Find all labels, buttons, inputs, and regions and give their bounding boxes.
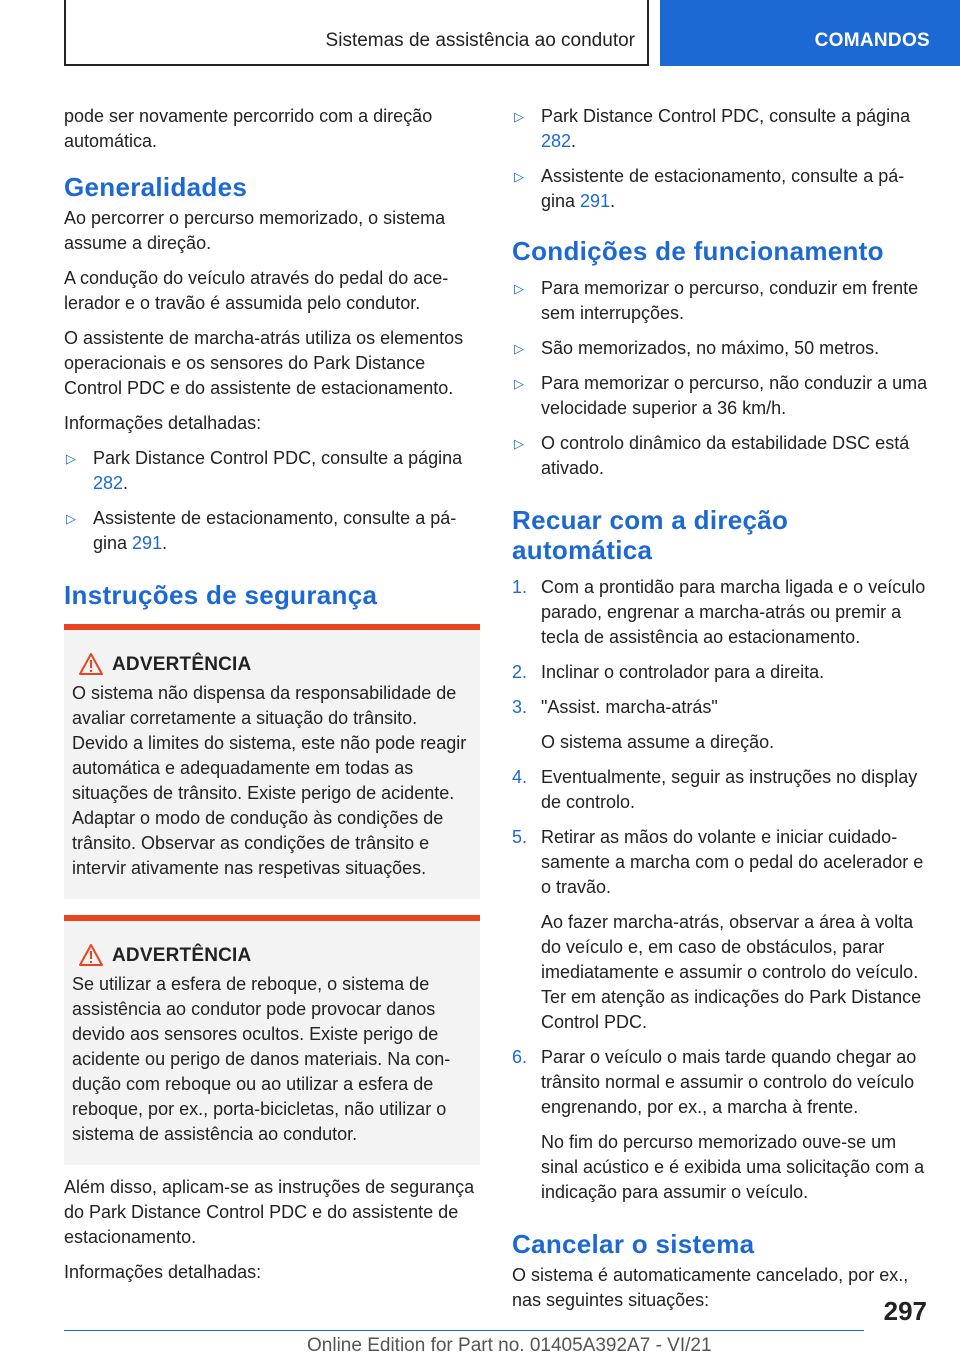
bullet-triangle-icon: ▷ bbox=[514, 109, 524, 124]
warning-triangle-icon bbox=[78, 943, 104, 967]
list-item bbox=[512, 431, 928, 481]
header-tab[interactable] bbox=[660, 0, 960, 66]
safety-details-label: Informações detalhadas: bbox=[64, 1262, 262, 1282]
numbered-step bbox=[512, 695, 928, 755]
heading-cancelar-sistema: Cancelar o sistema bbox=[512, 1229, 755, 1259]
list-item-text: Assistente de estacionamento, consulte a página bbox=[93, 508, 457, 553]
bullet-triangle-icon: ▷ bbox=[66, 451, 76, 466]
warning-body: Se utilizar a esfera de reboque, o sistema de assistência ao condutor pode provocar danos devido aos sensores ocultos. Existe perigo de acidente ou perigo de danos materiais. Na condução com reboque ou ao utilizar a esfera de reboque, por ex., porta-bicicletas, não utilizar o sistema de assistência ao condutor. bbox=[72, 974, 451, 1144]
step-text: Retirar as mãos do volante e iniciar cuidadosamente a marcha com o pedal do acelerador e o travão. bbox=[541, 827, 924, 897]
list-item: ▷ Park Distance Control PDC, consulte a página 282. bbox=[514, 106, 911, 151]
step-number: 2. bbox=[512, 662, 528, 682]
page-number: 297 bbox=[883, 1296, 927, 1326]
step-subtext: No fim do percurso memorizado ouve-se um sinal acústico e é exibida uma solicitação com a indicação para assumir o veículo. bbox=[541, 1132, 925, 1202]
list-item-text: O controlo dinâmico da estabilidade DSC está ativado. bbox=[541, 433, 910, 478]
numbered-step bbox=[512, 660, 928, 685]
list-item bbox=[512, 371, 928, 421]
header-section-title: Sistemas de assistência ao condutor bbox=[325, 30, 635, 51]
step-subtext: O sistema assume a direção. bbox=[541, 732, 775, 752]
step-text: Eventualmente, seguir as instruções no display de controlo. bbox=[541, 767, 918, 812]
page-link-291[interactable]: 291 bbox=[580, 191, 611, 211]
warning-box-2 bbox=[64, 915, 480, 1165]
list-item: ▷ Assistente de estacionamento, consulte a página 291. bbox=[66, 508, 457, 553]
right-column bbox=[512, 104, 928, 1323]
header-section bbox=[64, 0, 649, 66]
heading-generalidades: Generalidades bbox=[64, 172, 248, 202]
list-item bbox=[512, 276, 928, 326]
step-number: 3. bbox=[512, 697, 528, 717]
warning-title: ADVERTÊNCIA bbox=[112, 652, 472, 677]
step-subtext: Ao fazer marcha-atrás, observar a área à volta do veículo e, em caso de obstáculos, parar imediatamente e assumir o controlo do veículo. Ter em atenção as indicações do Park Distance Control PDC. bbox=[541, 912, 922, 1032]
footer-divider bbox=[64, 1330, 864, 1331]
warning-triangle-icon bbox=[78, 652, 104, 676]
step-text: Parar o veículo o mais tarde quando chegar ao trânsito normal e assumir o controlo do veículo engrenando, por ex., a marcha à frente. bbox=[541, 1047, 917, 1117]
general-paragraph-1: Ao percorrer o percurso memorizado, o sistema assume a direção. bbox=[64, 208, 446, 253]
step-number: 6. bbox=[512, 1047, 528, 1067]
list-item-text: São memorizados, no máximo, 50 metros. bbox=[541, 338, 880, 358]
general-details-label: Informações detalhadas: bbox=[64, 413, 262, 433]
left-column bbox=[64, 104, 480, 1295]
bullet-triangle-icon: ▷ bbox=[514, 376, 524, 391]
numbered-step bbox=[512, 575, 928, 650]
general-paragraph-3: O assistente de marcha-atrás utiliza os elementos operacionais e os sensores do Park Distance Control PDC e do assistente de estacionamento. bbox=[64, 328, 464, 398]
heading-condicoes-funcionamento: Condições de funcionamento bbox=[512, 236, 884, 266]
list-item-text: Para memorizar o percurso, não conduzir a uma velocidade superior a 36 km/h. bbox=[541, 373, 928, 418]
warning-box-1 bbox=[64, 624, 480, 899]
heading-recuar-direcao-automatica: Recuar com a direção automática bbox=[512, 505, 789, 565]
safety-after-paragraph: Além disso, aplicam-se as instruções de segurança do Park Distance Control PDC e do assistente de estacionamento. bbox=[64, 1177, 475, 1247]
list-item bbox=[512, 336, 928, 361]
step-text: Inclinar o controlador para a direita. bbox=[541, 662, 825, 682]
page-link-282[interactable]: 282 bbox=[541, 131, 572, 151]
page-link-291[interactable]: 291 bbox=[132, 533, 163, 553]
header-tab-label: COMANDOS bbox=[814, 30, 930, 51]
step-number: 1. bbox=[512, 577, 528, 597]
list-item-text: Assistente de estacionamento, consulte a página bbox=[541, 166, 905, 211]
step-text: "Assist. marcha-atrás" bbox=[541, 697, 718, 717]
list-item-text: Park Distance Control PDC, consulte a página bbox=[541, 106, 911, 126]
numbered-step bbox=[512, 765, 928, 815]
step-number: 5. bbox=[512, 827, 528, 847]
footer-edition: Online Edition for Part no. 01405A392A7 - VI/21 bbox=[307, 1335, 712, 1356]
page-link-282[interactable]: 282 bbox=[93, 473, 124, 493]
list-item: ▷ Park Distance Control PDC, consulte a página 282. bbox=[66, 448, 463, 493]
cancel-paragraph: O sistema é automaticamente cancelado, por ex., nas seguintes situações: bbox=[512, 1265, 909, 1310]
bullet-triangle-icon: ▷ bbox=[514, 169, 524, 184]
general-paragraph-2: A condução do veículo através do pedal do acelerador e o travão é assumida pelo condutor. bbox=[64, 268, 449, 313]
heading-instrucoes-seguranca: Instruções de segurança bbox=[64, 580, 378, 610]
bullet-triangle-icon: ▷ bbox=[514, 341, 524, 356]
numbered-step bbox=[512, 1045, 928, 1205]
bullet-triangle-icon: ▷ bbox=[66, 511, 76, 526]
numbered-step bbox=[512, 825, 928, 1035]
bullet-triangle-icon: ▷ bbox=[514, 436, 524, 451]
warning-title: ADVERTÊNCIA bbox=[112, 943, 472, 968]
list-item-text: Para memorizar o percurso, conduzir em frente sem interrupções. bbox=[541, 278, 919, 323]
intro-paragraph: pode ser novamente percorrido com a direção automática. bbox=[64, 106, 433, 151]
warning-body: O sistema não dispensa da responsabilidade de avaliar corretamente a situação do trânsito. Devido a limites do sistema, este não pode reagir automática e adequadamente em todas as situações de trânsito. Existe perigo de acidente. Adaptar o modo de condução às condições de trânsito. Observar as condições de trânsito e intervir ativamente nas respetivas situações. bbox=[72, 683, 467, 878]
step-number: 4. bbox=[512, 767, 528, 787]
list-item-text: Park Distance Control PDC, consulte a página bbox=[93, 448, 463, 468]
list-item: ▷ Assistente de estacionamento, consulte a página 291. bbox=[514, 166, 905, 211]
step-text: Com a prontidão para marcha ligada e o veículo parado, engrenar a marcha-atrás ou premir a tecla de assistência ao estacionamento. bbox=[541, 577, 926, 647]
bullet-triangle-icon: ▷ bbox=[514, 281, 524, 296]
